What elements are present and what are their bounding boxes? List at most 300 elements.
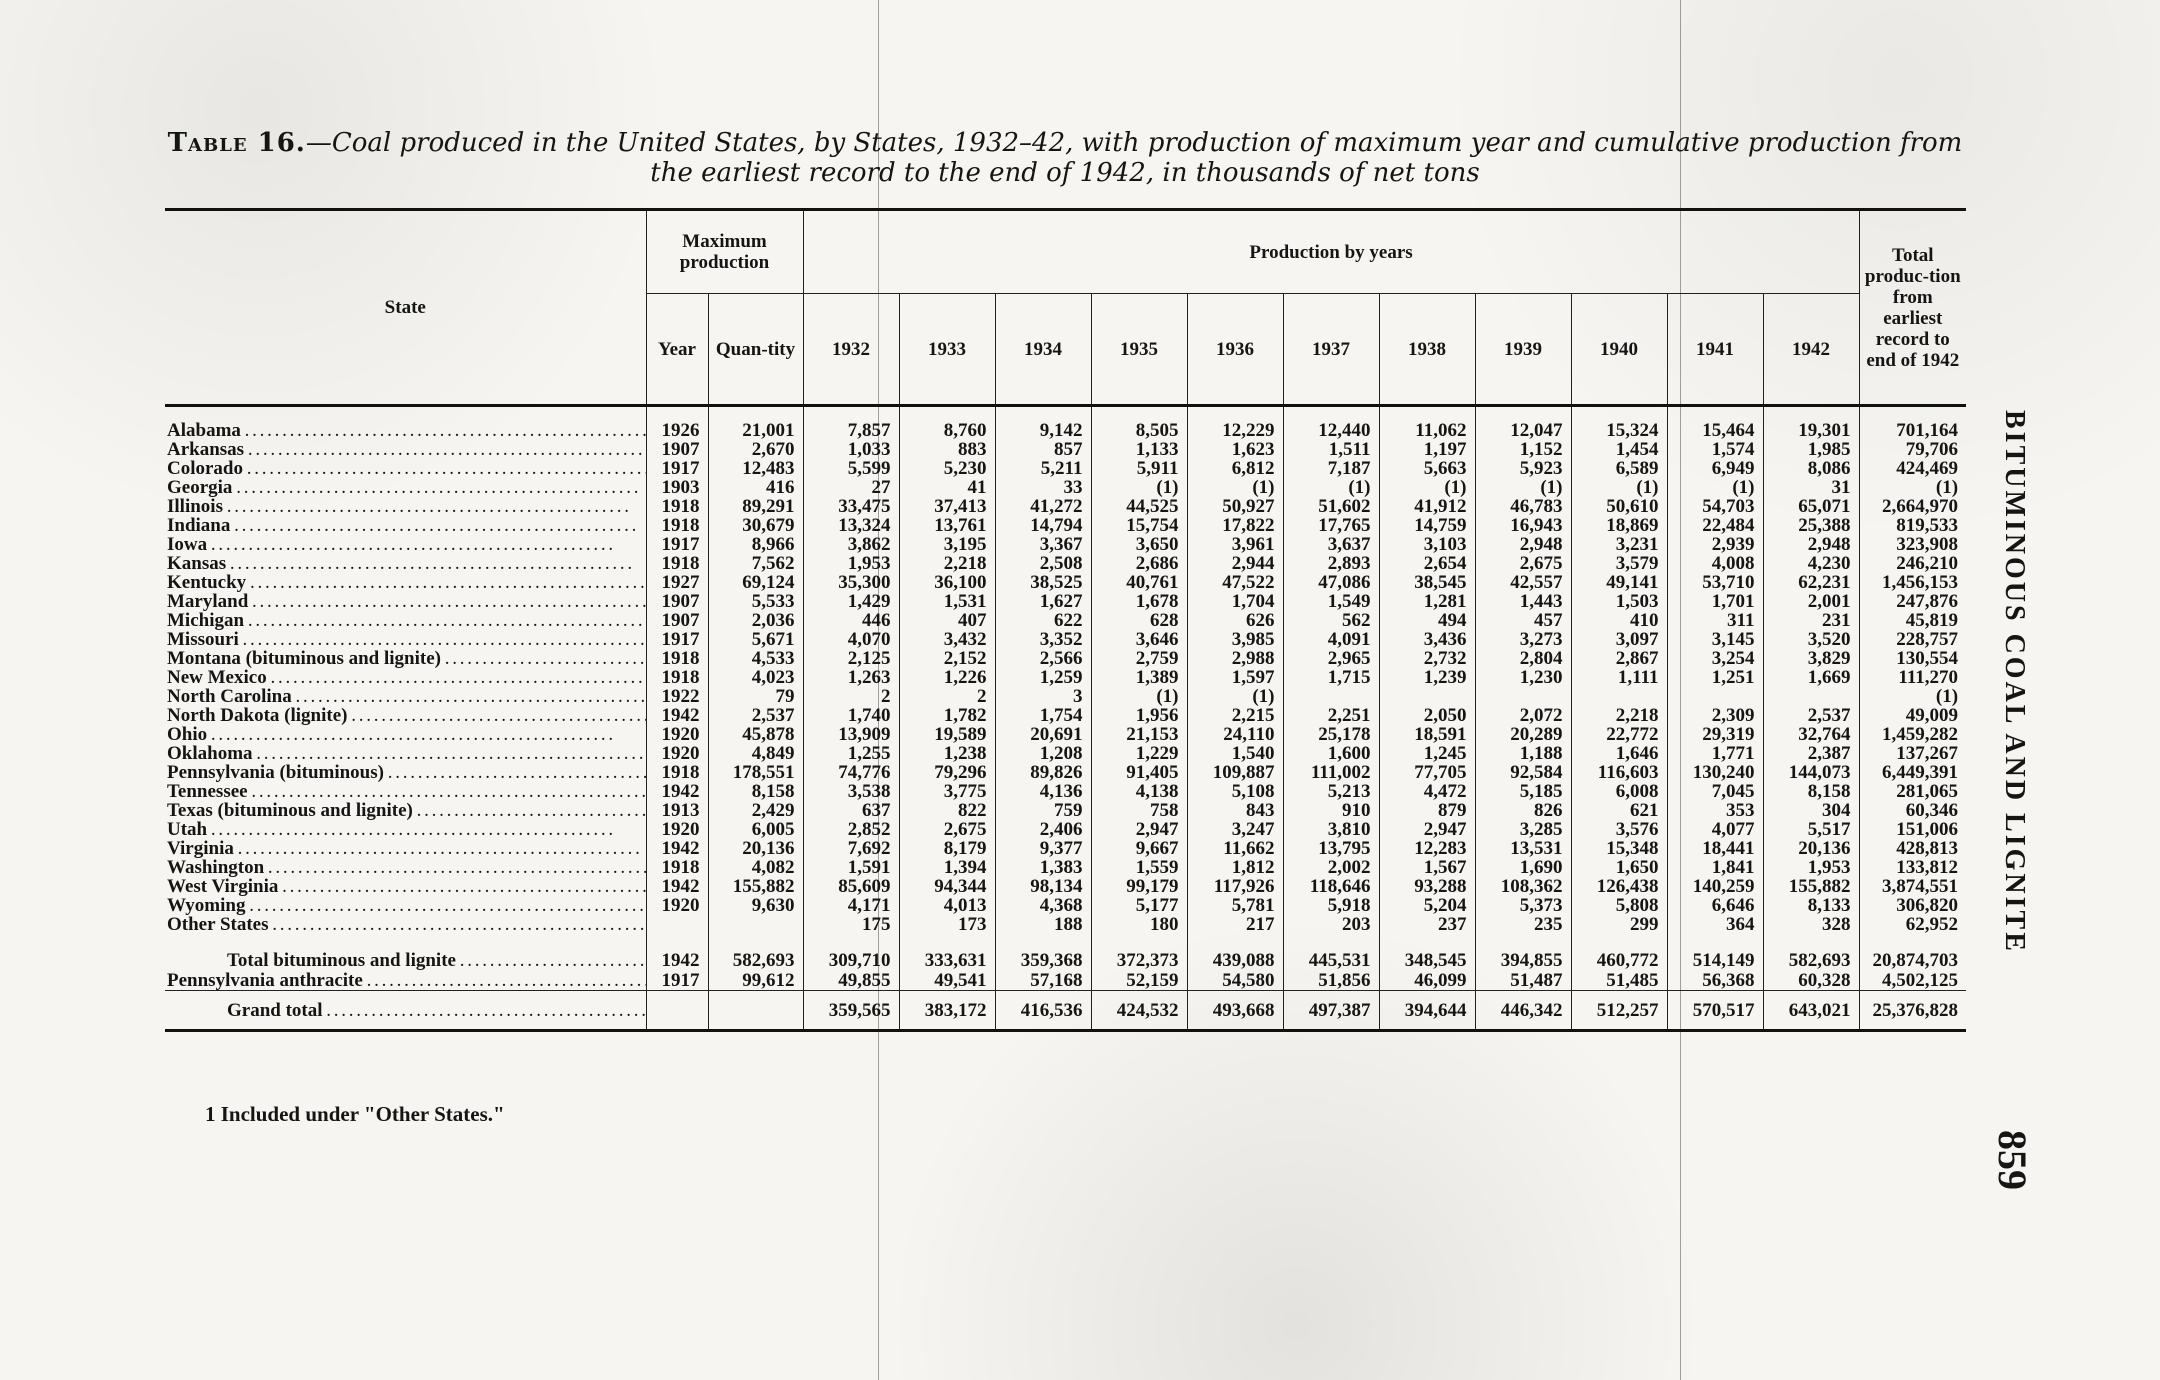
header-year-col: 1936	[1187, 294, 1283, 406]
table-row	[165, 668, 1966, 687]
header-state: State	[165, 210, 646, 406]
table-row	[165, 535, 1966, 554]
production-value-cell: 111,002	[1283, 763, 1379, 782]
spacer-row	[165, 934, 1966, 950]
production-value-cell: 1,263	[803, 668, 899, 687]
production-value-cell: 2,948	[1475, 535, 1571, 554]
table-row	[165, 839, 1966, 858]
production-value-cell: 17,822	[1187, 516, 1283, 535]
production-value-cell	[1283, 687, 1379, 706]
production-value-cell: 3,231	[1571, 535, 1667, 554]
table-row	[165, 706, 1966, 725]
cumulative-total-cell: 281,065	[1859, 782, 1966, 801]
max-quantity-cell: 89,291	[708, 497, 803, 516]
production-value-cell: 1,953	[803, 554, 899, 573]
production-value-cell: 117,926	[1187, 877, 1283, 896]
production-value-cell: 1,389	[1091, 668, 1187, 687]
header-year-col: 1940	[1571, 294, 1667, 406]
production-value-cell: 1,704	[1187, 592, 1283, 611]
production-value-cell: 328	[1763, 915, 1859, 934]
production-value-cell: 2	[899, 687, 995, 706]
production-value-cell: 51,602	[1283, 497, 1379, 516]
production-value-cell: 570,517	[1667, 991, 1763, 1031]
production-value-cell: 3,576	[1571, 820, 1667, 839]
max-year-cell: 1918	[646, 497, 708, 516]
production-value-cell: 407	[899, 611, 995, 630]
production-value-cell: 3,810	[1283, 820, 1379, 839]
production-value-cell: 2,675	[899, 820, 995, 839]
table-row	[165, 970, 1966, 991]
max-year-cell: 1922	[646, 687, 708, 706]
state-name: Michigan . . .	[167, 611, 646, 630]
production-value-cell: 3,367	[995, 535, 1091, 554]
state-name: New Mexico . . .	[167, 668, 646, 687]
state-name: Montana (bituminous and lignite) . . .	[167, 649, 646, 668]
production-value-cell: 299	[1571, 915, 1667, 934]
cumulative-total-cell: 306,820	[1859, 896, 1966, 915]
production-value-cell: 5,177	[1091, 896, 1187, 915]
max-year-cell: 1918	[646, 516, 708, 535]
state-name-cell	[165, 858, 646, 877]
max-quantity-cell	[708, 991, 803, 1031]
production-value-cell: 1,740	[803, 706, 899, 725]
production-value-cell: 74,776	[803, 763, 899, 782]
header-year-col: 1935	[1091, 294, 1187, 406]
table-row	[165, 459, 1966, 478]
production-value-cell: 53,710	[1667, 573, 1763, 592]
production-value-cell: 9,667	[1091, 839, 1187, 858]
production-value-cell: 2,947	[1379, 820, 1475, 839]
max-year-cell: 1927	[646, 573, 708, 592]
production-value-cell: 822	[899, 801, 995, 820]
production-value-cell: 7,187	[1283, 459, 1379, 478]
state-name-cell	[165, 877, 646, 896]
state-name: North Dakota (lignite) . . .	[167, 706, 646, 725]
max-year-cell: 1917	[646, 970, 708, 991]
production-value-cell: 2,002	[1283, 858, 1379, 877]
header-year-col: 1938	[1379, 294, 1475, 406]
production-value-cell: 1,281	[1379, 592, 1475, 611]
production-value-cell: 1,229	[1091, 744, 1187, 763]
production-value-cell: 1,567	[1379, 858, 1475, 877]
spacer-cell	[1379, 934, 1475, 950]
production-value-cell: 98,134	[995, 877, 1091, 896]
production-value-cell: 54,703	[1667, 497, 1763, 516]
cumulative-total-cell: 323,908	[1859, 535, 1966, 554]
state-name-cell	[165, 516, 646, 535]
production-value-cell: 3,436	[1379, 630, 1475, 649]
production-value-cell: 116,603	[1571, 763, 1667, 782]
production-value-cell: 65,071	[1763, 497, 1859, 516]
production-value-cell: 25,388	[1763, 516, 1859, 535]
table-row	[165, 820, 1966, 839]
production-value-cell: 50,610	[1571, 497, 1667, 516]
production-value-cell: 3,579	[1571, 554, 1667, 573]
production-value-cell: 4,138	[1091, 782, 1187, 801]
production-value-cell: 18,869	[1571, 516, 1667, 535]
production-value-cell: 493,668	[1187, 991, 1283, 1031]
max-year-cell: 1918	[646, 763, 708, 782]
production-value-cell: 1,627	[995, 592, 1091, 611]
production-value-cell: 51,856	[1283, 970, 1379, 991]
production-value-cell: 8,760	[899, 406, 995, 441]
production-value-cell: 3,985	[1187, 630, 1283, 649]
production-value-cell: 46,099	[1379, 970, 1475, 991]
cumulative-total-cell: 228,757	[1859, 630, 1966, 649]
production-value-cell: 15,754	[1091, 516, 1187, 535]
table-row	[165, 440, 1966, 459]
max-quantity-cell: 2,429	[708, 801, 803, 820]
production-value-cell: 2,759	[1091, 649, 1187, 668]
production-value-cell: 44,525	[1091, 497, 1187, 516]
production-value-cell: 4,136	[995, 782, 1091, 801]
max-quantity-cell: 4,849	[708, 744, 803, 763]
production-value-cell: 359,368	[995, 950, 1091, 970]
max-quantity-cell: 5,533	[708, 592, 803, 611]
production-value-cell: 1,239	[1379, 668, 1475, 687]
production-value-cell: 2,152	[899, 649, 995, 668]
cumulative-total-cell: 428,813	[1859, 839, 1966, 858]
production-value-cell: 2,001	[1763, 592, 1859, 611]
production-value-cell: 637	[803, 801, 899, 820]
header-year-col: 1942	[1763, 294, 1859, 406]
production-value-cell: 3,637	[1283, 535, 1379, 554]
production-value-cell: 1,208	[995, 744, 1091, 763]
production-value-cell: 4,472	[1379, 782, 1475, 801]
production-value-cell: 1,549	[1283, 592, 1379, 611]
production-value-cell: 20,691	[995, 725, 1091, 744]
max-year-cell	[646, 915, 708, 934]
production-value-cell: 621	[1571, 801, 1667, 820]
production-value-cell: 2,251	[1283, 706, 1379, 725]
production-value-cell: 3,775	[899, 782, 995, 801]
production-value-cell: 49,855	[803, 970, 899, 991]
production-value-cell: 758	[1091, 801, 1187, 820]
production-value-cell: 9,142	[995, 406, 1091, 441]
state-name-cell	[165, 630, 646, 649]
production-value-cell: 17,765	[1283, 516, 1379, 535]
production-value-cell: 25,178	[1283, 725, 1379, 744]
max-year-cell	[646, 991, 708, 1031]
production-value-cell: (1)	[1571, 478, 1667, 497]
header-year-col: 1934	[995, 294, 1091, 406]
production-value-cell: 7,045	[1667, 782, 1763, 801]
max-quantity-cell: 9,630	[708, 896, 803, 915]
spacer-cell	[1091, 934, 1187, 950]
table-number: Table 16.	[167, 128, 306, 158]
production-value-cell: 2,072	[1475, 706, 1571, 725]
state-name: Indiana . . .	[167, 516, 635, 535]
production-value-cell: 883	[899, 440, 995, 459]
state-name-cell	[165, 744, 646, 763]
production-value-cell: (1)	[1091, 687, 1187, 706]
production-value-cell: 8,158	[1763, 782, 1859, 801]
production-value-cell: 372,373	[1091, 950, 1187, 970]
production-value-cell: 41,272	[995, 497, 1091, 516]
production-value-cell: 1,540	[1187, 744, 1283, 763]
production-value-cell: 2,215	[1187, 706, 1283, 725]
production-value-cell: 51,485	[1571, 970, 1667, 991]
max-year-cell: 1920	[646, 820, 708, 839]
state-name-cell	[165, 763, 646, 782]
production-value-cell: 1,953	[1763, 858, 1859, 877]
state-name: Oklahoma . . .	[167, 744, 646, 763]
table-row	[165, 763, 1966, 782]
production-value-cell: 4,091	[1283, 630, 1379, 649]
state-name: North Carolina . . .	[167, 687, 646, 706]
max-quantity-cell: 45,878	[708, 725, 803, 744]
production-value-cell: 47,522	[1187, 573, 1283, 592]
production-value-cell: 3,247	[1187, 820, 1283, 839]
cumulative-total-cell: 45,819	[1859, 611, 1966, 630]
production-value-cell: 622	[995, 611, 1091, 630]
production-value-cell: 857	[995, 440, 1091, 459]
production-value-cell: 383,172	[899, 991, 995, 1031]
state-name-cell	[165, 497, 646, 516]
state-name: Colorado . . .	[167, 459, 646, 478]
production-value-cell: 446	[803, 611, 899, 630]
production-value-cell: 364	[1667, 915, 1763, 934]
production-value-cell: 203	[1283, 915, 1379, 934]
table-row	[165, 896, 1966, 915]
max-year-cell: 1920	[646, 896, 708, 915]
table-row	[165, 573, 1966, 592]
production-value-cell: 15,464	[1667, 406, 1763, 441]
production-value-cell: 3,145	[1667, 630, 1763, 649]
production-value-cell: 2,867	[1571, 649, 1667, 668]
cumulative-total-cell: 20,874,703	[1859, 950, 1966, 970]
production-value-cell: 439,088	[1187, 950, 1283, 970]
state-name: Kansas . . .	[167, 554, 631, 573]
production-value-cell: 2	[803, 687, 899, 706]
production-value-cell: 1,111	[1571, 668, 1667, 687]
table-row	[165, 858, 1966, 877]
production-value-cell: 99,179	[1091, 877, 1187, 896]
production-value-cell: 1,152	[1475, 440, 1571, 459]
production-value-cell: 353	[1667, 801, 1763, 820]
production-value-cell: 231	[1763, 611, 1859, 630]
state-name-cell	[165, 896, 646, 915]
production-value-cell: 49,541	[899, 970, 995, 991]
production-value-cell: 512,257	[1571, 991, 1667, 1031]
production-value-cell: 4,070	[803, 630, 899, 649]
production-value-cell: 14,759	[1379, 516, 1475, 535]
production-value-cell: (1)	[1475, 478, 1571, 497]
table-row	[165, 554, 1966, 573]
production-value-cell: 155,882	[1763, 877, 1859, 896]
production-value-cell: 1,511	[1283, 440, 1379, 459]
production-value-cell: 3,103	[1379, 535, 1475, 554]
max-year-cell: 1942	[646, 706, 708, 725]
production-value-cell: 94,344	[899, 877, 995, 896]
table-row	[165, 497, 1966, 516]
production-value-cell: (1)	[1283, 478, 1379, 497]
production-value-cell: 2,309	[1667, 706, 1763, 725]
production-value-cell: 8,505	[1091, 406, 1187, 441]
production-value-cell: 52,159	[1091, 970, 1187, 991]
production-value-cell: 19,589	[899, 725, 995, 744]
production-value-cell: 4,230	[1763, 554, 1859, 573]
state-name-cell	[165, 668, 646, 687]
production-value-cell: 15,348	[1571, 839, 1667, 858]
max-quantity-cell: 21,001	[708, 406, 803, 441]
production-value-cell: 3,520	[1763, 630, 1859, 649]
production-value-cell: 2,944	[1187, 554, 1283, 573]
production-value-cell: 394,644	[1379, 991, 1475, 1031]
production-value-cell: 13,324	[803, 516, 899, 535]
production-value-cell: 1,226	[899, 668, 995, 687]
state-name: Total bituminous and lignite . . .	[227, 950, 646, 970]
production-value-cell: 1,033	[803, 440, 899, 459]
state-name: Georgia . . .	[167, 478, 637, 497]
production-value-cell: 60,328	[1763, 970, 1859, 991]
production-value-cell: 20,289	[1475, 725, 1571, 744]
production-value-cell: 3,285	[1475, 820, 1571, 839]
production-value-cell: 2,537	[1763, 706, 1859, 725]
production-value-cell: 11,062	[1379, 406, 1475, 441]
spacer-cell	[1667, 934, 1763, 950]
state-name-cell	[165, 406, 646, 441]
state-name: Washington . . .	[167, 858, 646, 877]
production-value-cell: 494	[1379, 611, 1475, 630]
production-value-cell: 2,948	[1763, 535, 1859, 554]
production-value-cell: 9,377	[995, 839, 1091, 858]
max-quantity-cell: 416	[708, 478, 803, 497]
max-year-cell: 1918	[646, 668, 708, 687]
state-name: Utah . . .	[167, 820, 612, 839]
production-value-cell: 1,197	[1379, 440, 1475, 459]
state-name: Tennessee . . .	[167, 782, 646, 801]
production-value-cell: 5,185	[1475, 782, 1571, 801]
state-name: Alabama . . .	[167, 420, 646, 440]
production-value-cell: 126,438	[1571, 877, 1667, 896]
production-value-cell: (1)	[1091, 478, 1187, 497]
production-value-cell: 35,300	[803, 573, 899, 592]
production-value-cell: 309,710	[803, 950, 899, 970]
production-value-cell: 8,086	[1763, 459, 1859, 478]
production-value-cell: 56,368	[1667, 970, 1763, 991]
spacer-cell	[1571, 934, 1667, 950]
production-value-cell: 3,961	[1187, 535, 1283, 554]
max-year-cell: 1942	[646, 782, 708, 801]
production-value-cell: 12,229	[1187, 406, 1283, 441]
max-year-cell: 1942	[646, 950, 708, 970]
spacer-cell	[165, 934, 646, 950]
production-value-cell: 1,669	[1763, 668, 1859, 687]
spacer-cell	[708, 934, 803, 950]
production-value-cell: 118,646	[1283, 877, 1379, 896]
header-production-by-years: Production by years	[803, 210, 1859, 294]
production-value-cell: 3,432	[899, 630, 995, 649]
cumulative-total-cell: 3,874,551	[1859, 877, 1966, 896]
production-value-cell: 759	[995, 801, 1091, 820]
production-value-cell	[1667, 687, 1763, 706]
table-row	[165, 592, 1966, 611]
production-value-cell: 12,283	[1379, 839, 1475, 858]
cumulative-total-cell: 60,346	[1859, 801, 1966, 820]
max-quantity-cell: 6,005	[708, 820, 803, 839]
max-year-cell: 1942	[646, 877, 708, 896]
production-value-cell: 1,133	[1091, 440, 1187, 459]
max-year-cell: 1918	[646, 649, 708, 668]
production-value-cell: 27	[803, 478, 899, 497]
cumulative-total-cell: 1,456,153	[1859, 573, 1966, 592]
table-header	[165, 210, 1966, 406]
production-value-cell: 410	[1571, 611, 1667, 630]
table-body	[165, 406, 1966, 935]
production-value-cell: 46,783	[1475, 497, 1571, 516]
state-name-cell	[165, 839, 646, 858]
production-value-cell: 11,662	[1187, 839, 1283, 858]
production-value-cell: 51,487	[1475, 970, 1571, 991]
production-value-cell: 109,887	[1187, 763, 1283, 782]
spacer-cell	[646, 934, 708, 950]
max-year-cell: 1907	[646, 611, 708, 630]
production-value-cell: (1)	[1187, 478, 1283, 497]
production-value-cell: 2,965	[1283, 649, 1379, 668]
production-value-cell	[1763, 687, 1859, 706]
header-year-col: 1932	[803, 294, 899, 406]
production-value-cell: 826	[1475, 801, 1571, 820]
production-value-cell	[1475, 687, 1571, 706]
max-quantity-cell: 12,483	[708, 459, 803, 478]
production-value-cell: 2,988	[1187, 649, 1283, 668]
table-row	[165, 991, 1966, 1031]
production-value-cell: 2,218	[1571, 706, 1667, 725]
production-value-cell: 562	[1283, 611, 1379, 630]
production-value-cell: 92,584	[1475, 763, 1571, 782]
production-value-cell: 19,301	[1763, 406, 1859, 441]
production-value-cell: 13,795	[1283, 839, 1379, 858]
header-year: Year	[646, 294, 708, 406]
production-value-cell: 12,047	[1475, 406, 1571, 441]
state-name-cell	[165, 535, 646, 554]
production-value-cell: 3,538	[803, 782, 899, 801]
state-name-cell	[165, 592, 646, 611]
production-value-cell: 18,441	[1667, 839, 1763, 858]
max-year-cell: 1918	[646, 858, 708, 877]
production-value-cell: 1,188	[1475, 744, 1571, 763]
max-quantity-cell: 2,036	[708, 611, 803, 630]
max-year-cell: 1926	[646, 406, 708, 441]
state-name-cell	[165, 649, 646, 668]
production-value-cell: 4,368	[995, 896, 1091, 915]
coal-production-table	[165, 208, 1966, 1032]
production-value-cell: 1,782	[899, 706, 995, 725]
production-value-cell: 1,690	[1475, 858, 1571, 877]
state-name-cell	[165, 950, 646, 970]
cumulative-total-cell: 4,502,125	[1859, 970, 1966, 991]
header-year-col: 1939	[1475, 294, 1571, 406]
cumulative-total-cell: 424,469	[1859, 459, 1966, 478]
max-year-cell: 1920	[646, 744, 708, 763]
production-value-cell: 7,692	[803, 839, 899, 858]
production-value-cell: 62,231	[1763, 573, 1859, 592]
production-value-cell: 394,855	[1475, 950, 1571, 970]
production-value-cell: 130,240	[1667, 763, 1763, 782]
state-name-cell	[165, 915, 646, 934]
state-name: Texas (bituminous and lignite) . . .	[167, 801, 646, 820]
production-value-cell: 1,443	[1475, 592, 1571, 611]
state-name: Illinois . . .	[167, 497, 628, 516]
state-name: Other States . . .	[167, 915, 646, 934]
production-value-cell: 3,352	[995, 630, 1091, 649]
cumulative-total-cell: 62,952	[1859, 915, 1966, 934]
production-value-cell: 13,909	[803, 725, 899, 744]
max-year-cell: 1920	[646, 725, 708, 744]
production-value-cell: 626	[1187, 611, 1283, 630]
table-row	[165, 406, 1966, 441]
